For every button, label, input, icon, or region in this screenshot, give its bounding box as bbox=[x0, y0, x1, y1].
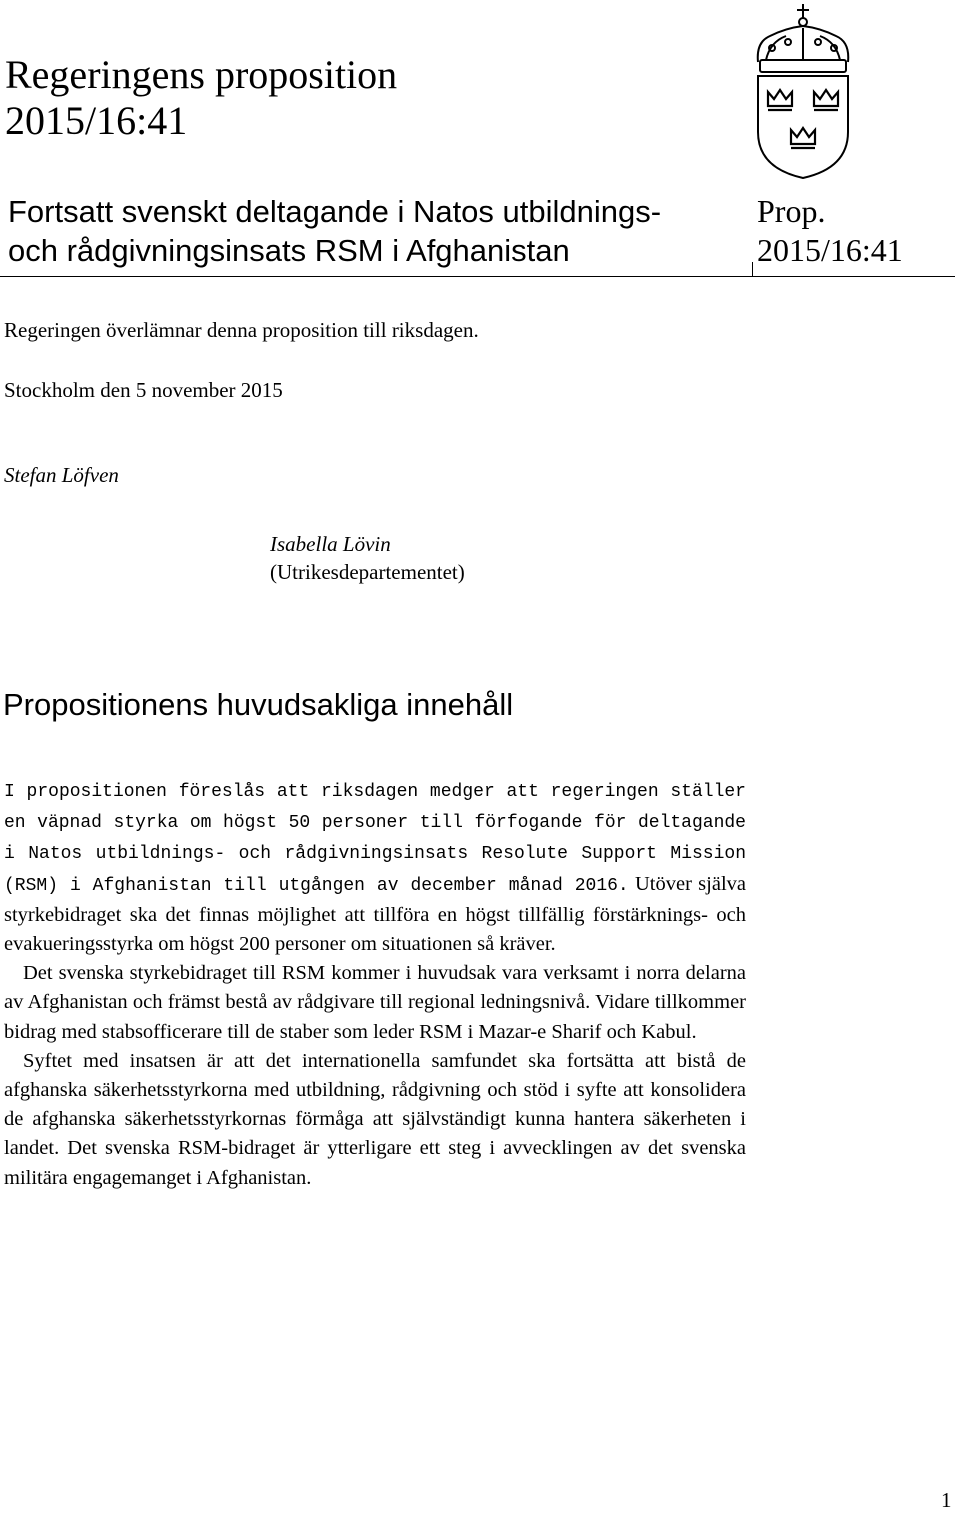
summary-body bbox=[4, 776, 746, 1193]
paragraph-1-intro: I propositionen föreslås att riksdagen medger att regeringen ställer en väpnad styrka om högst 50 personer till förfogande för deltagande i Natos utbildnings- och rådgivningsinsats Resolute Support Mission (RSM) i Afghanistan till utgången av december månad 2016. bbox=[4, 782, 746, 896]
subtitle-line-1: Fortsatt svenskt deltagande i Natos utbildnings- bbox=[8, 194, 662, 229]
swedish-three-crowns-coat-of-arms-icon bbox=[752, 2, 854, 180]
title-line-2: 2015/16:41 bbox=[5, 98, 188, 143]
prop-number: 2015/16:41 bbox=[757, 232, 903, 268]
header-divider bbox=[0, 276, 955, 277]
paragraph-1 bbox=[4, 776, 746, 959]
page-number: 1 bbox=[941, 1488, 952, 1512]
title-line-1: Regeringens proposition bbox=[5, 52, 398, 97]
prop-label: Prop. bbox=[757, 193, 826, 229]
signer-prime-minister: Stefan Löfven bbox=[4, 463, 119, 487]
section-heading: Propositionens huvudsakliga innehåll bbox=[3, 687, 514, 722]
header-divider-tick bbox=[752, 262, 753, 276]
paragraph-3: Syftet med insatsen är att det internationella samfundet ska fortsätta att bistå de afghanska säkerhetsstyrkorna med utbildning, rådgivning och stöd i syfte att konsolidera de afghanska säkerhetsstyrkornas förmåga att självständigt kunna hantera säkerheten i landet. Det svenska RSM-bidraget är ytterligare ett steg i avvecklingen av det svenska militära engagemanget i Afghanistan. bbox=[4, 1049, 746, 1189]
place-date: Stockholm den 5 november 2015 bbox=[4, 378, 283, 402]
signer-minister-name: Isabella Lövin bbox=[270, 532, 391, 556]
handover-statement: Regeringen överlämnar denna proposition till riksdagen. bbox=[4, 318, 479, 342]
subtitle-line-2: och rådgivningsinsats RSM i Afghanistan bbox=[8, 233, 570, 268]
proposition-subtitle bbox=[8, 192, 661, 270]
paragraph-2: Det svenska styrkebidraget till RSM kommer i huvudsak vara verksamt i norra delarna av Afghanistan och främst bestå av rådgivare till regional ledningsnivå. Vidare tillkommer bidrag med stabsofficerare till de staber som leder RSM i Mazar-e Sharif och Kabul. bbox=[4, 962, 746, 1043]
document-title bbox=[5, 52, 397, 144]
signer-minister bbox=[270, 530, 465, 586]
proposition-reference bbox=[757, 192, 903, 270]
paragraph-1-rest: Utöver själva styrkebidraget ska det finnas möjlighet att tillföra en högst tillfällig förstärknings- och evakueringsstyrka om högst 200 personer om situationen så kräver. bbox=[4, 872, 747, 956]
signer-minister-department: (Utrikesdepartementet) bbox=[270, 560, 465, 584]
